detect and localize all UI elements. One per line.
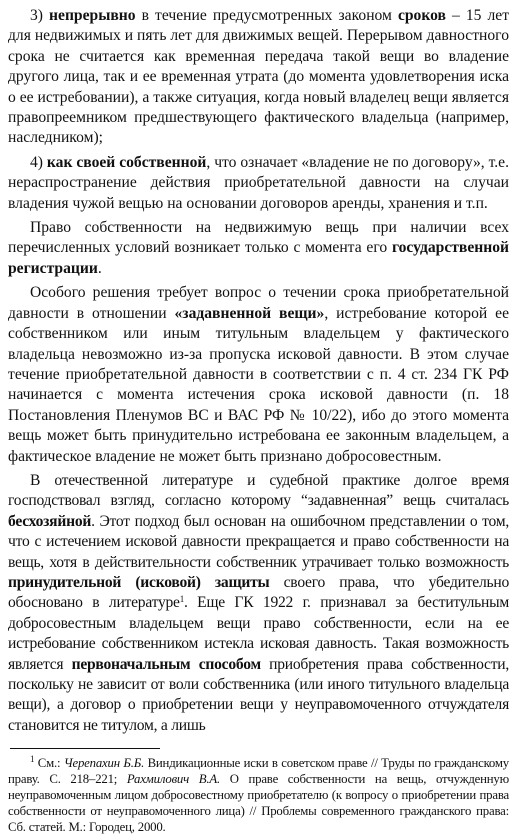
text-run: . <box>97 259 102 277</box>
author-name: Рахмилович В.А. <box>126 772 220 787</box>
text-run: , истребование которой ее собственником или иным титульным владельцем у фактического владельца невозможно из-за пропуска исковой давности. В этом случае течение приобретательной давности в соответствии с п. 4 ст. 234 ГК РФ начинается с момента истечения срока исковой давности (п. 18 Постановления Пленумов ВС и ВАС РФ № 10/22), ибо до этого момента вещь может быть принудительно истребована ее законным владельцем, а фактическое владение не может быть признано добросовестным. <box>8 304 509 465</box>
body-text <box>8 6 509 736</box>
text-run: в течение предусмотренных законом <box>135 7 398 24</box>
footnote-number: 1 <box>30 754 35 765</box>
text-run: Особого решения требует вопрос о течении срока приобретательной давности в отношении <box>8 284 509 322</box>
bold-term: принудительной (исковой) защиты <box>8 573 270 591</box>
text-run: приобретения права собственности, поскольку не зависит от воли собственника (или иного титульного владельца вещи), а договор о приобретении вещи у неуправомоченного отчуждателя становится не титулом, а лишь <box>8 655 510 734</box>
bold-term: государственной регистрации <box>8 239 509 277</box>
text-run: 4) <box>30 153 47 171</box>
text-run: . Этот подход был основан на ошибочном представлении о том, что с истечением исковой давности прекращается и право собственности на вещь, хотя в действительности собственник утрачивает только возможность <box>8 512 509 571</box>
text-run: О праве собственности на вещь, отчужденную неуправомоченным лицом добросовестному приобретателю (к вопросу о приобретении права собственности от неуправомоченного лица) // Проблемы современного гражданского права: Сб. статей. М.: Городец, 2000. <box>8 772 509 835</box>
paragraph <box>8 218 509 279</box>
text-run: Виндикационные иски в советском праве // Труды по гражданскому праву. С. 218–221; <box>8 756 509 787</box>
footnote <box>8 755 509 835</box>
bold-term: «задавненной вещи» <box>174 304 325 322</box>
paragraph <box>8 153 509 214</box>
text-run: – 15 лет для недвижимых и пять лет для движимых вещей. Перерывом давностного срока не считается как временная передача такой вещи во владение другого лица, так и ее временная утрата (до момента удовлетворения иска о ее истребовании), а также ситуация, когда новый владелец вещи является правопреемником предшествующего фактического владельца (например, наследником); <box>8 7 510 147</box>
text-run: См.: <box>34 756 64 771</box>
paragraph <box>8 283 509 467</box>
bold-term: непрерывно <box>49 7 136 24</box>
text-run: 3) <box>30 7 50 24</box>
footnote-marker: 1 <box>179 594 184 605</box>
bold-term: как своей собственной <box>46 153 207 171</box>
text-run: , что означает «владение не по договору», т.е. нераспространение действия приобретательной давности на случаи владения чужой вещью на основании договоров аренды, хранения и т.п. <box>8 153 509 212</box>
author-name: Черепахин Б.Б. <box>63 756 145 771</box>
text-run: своего права, что убедительно обосновано в литературе <box>8 573 510 612</box>
bold-term: первоначальным способом <box>71 655 261 673</box>
bold-term: бесхозяйной <box>8 512 92 530</box>
text-run: В отечественной литературе и судебной практике долгое время господствовал взгляд, согласно которому “задавненная” вещь считалась <box>8 471 509 510</box>
text-run: . Еще ГК 1922 г. признавал за беститульным добросовестным владельцем вещи право собственности, если на ее истребование собственником истекла исковая давность. Такая возможность является <box>8 594 509 673</box>
paragraph <box>8 471 509 736</box>
paragraph <box>8 6 509 149</box>
footnote-rule <box>10 748 160 749</box>
text-run: Право собственности на недвижимую вещь при наличии всех перечисленных условий возникает только с момента его <box>8 219 509 257</box>
bold-term: сроков <box>397 7 446 24</box>
